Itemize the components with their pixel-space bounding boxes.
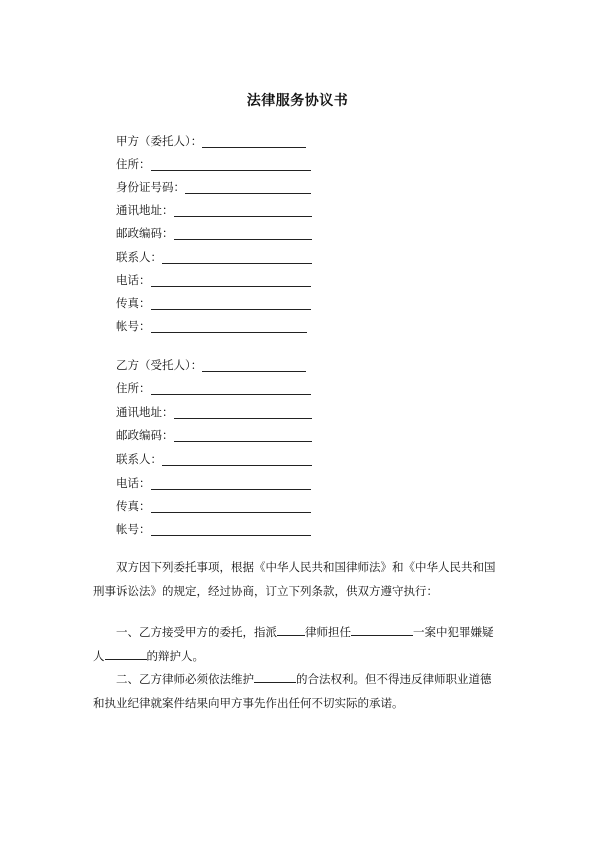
party-a-id-blank[interactable] bbox=[185, 181, 311, 194]
party-b-mailing-blank[interactable] bbox=[174, 406, 312, 419]
party-a-principal-label: 甲方（委托人）： bbox=[116, 134, 203, 148]
party-a-principal-blank[interactable] bbox=[202, 135, 306, 148]
party-a-account-field bbox=[116, 317, 307, 333]
party-a-account-blank[interactable] bbox=[151, 320, 307, 333]
party-b-contact-field bbox=[116, 450, 312, 466]
party-b-address-blank[interactable] bbox=[151, 382, 311, 395]
party-b-phone-blank[interactable] bbox=[151, 477, 311, 490]
party-b-agent-blank[interactable] bbox=[202, 359, 306, 372]
party-a-postcode-blank[interactable] bbox=[174, 227, 312, 240]
party-b-account-field bbox=[116, 520, 311, 536]
party-a-postcode-label: 邮政编码： bbox=[116, 226, 174, 240]
case-name-blank[interactable] bbox=[351, 623, 413, 636]
party-a-principal-field bbox=[116, 132, 306, 148]
clause-1-text-e: 的辩护人。 bbox=[146, 648, 204, 663]
party-a-address-field bbox=[116, 155, 311, 171]
rights-holder-blank[interactable] bbox=[254, 670, 296, 683]
party-b-account-label: 帐号： bbox=[116, 522, 151, 536]
party-a-mailing-blank[interactable] bbox=[174, 204, 312, 217]
party-b-agent-field bbox=[116, 356, 306, 372]
clause-1-text-c: 一案中犯罪嫌疑 bbox=[413, 625, 494, 639]
party-a-postcode-field bbox=[116, 224, 312, 240]
party-a-mailing-field bbox=[116, 201, 312, 217]
party-a-fax-blank[interactable] bbox=[151, 297, 311, 310]
party-a-phone-field bbox=[116, 271, 311, 287]
document-title: 法律服务协议书 bbox=[246, 93, 349, 109]
party-b-fax-blank[interactable] bbox=[151, 500, 311, 513]
party-a-contact-blank[interactable] bbox=[162, 251, 312, 264]
party-a-mailing-label: 通讯地址： bbox=[116, 203, 174, 217]
party-a-contact-field bbox=[116, 248, 312, 264]
party-a-address-label: 住所： bbox=[116, 157, 151, 171]
party-a-phone-label: 电话： bbox=[116, 273, 151, 287]
intro-line-1: 双方因下列委托事项，根据《中华人民共和国律师法》和《中华人民共和国 bbox=[116, 560, 496, 574]
clause-1-text-a: 一、乙方接受甲方的委托，指派 bbox=[116, 625, 277, 639]
party-b-mailing-field bbox=[116, 403, 312, 419]
clause-2-line-2: 和执业纪律就案件结果向甲方事先作出任何不切实际的承诺。 bbox=[93, 695, 404, 710]
party-b-account-blank[interactable] bbox=[151, 523, 311, 536]
party-a-address-blank[interactable] bbox=[151, 158, 311, 171]
party-b-agent-label: 乙方（受托人）： bbox=[116, 358, 203, 372]
party-b-address-label: 住所： bbox=[116, 381, 151, 395]
party-b-fax-label: 传真： bbox=[116, 499, 151, 513]
party-b-mailing-label: 通讯地址： bbox=[116, 405, 174, 419]
lawyer-name-blank[interactable] bbox=[277, 623, 305, 636]
party-a-account-label: 帐号： bbox=[116, 319, 151, 333]
party-a-contact-label: 联系人： bbox=[116, 250, 162, 264]
party-b-postcode-label: 邮政编码： bbox=[116, 428, 174, 442]
party-b-contact-label: 联系人： bbox=[116, 452, 162, 466]
clause-2-paragraph bbox=[93, 668, 513, 715]
party-b-phone-label: 电话： bbox=[116, 476, 151, 490]
party-b-fax-field bbox=[116, 497, 311, 513]
party-b-postcode-blank[interactable] bbox=[174, 429, 312, 442]
clause-2-line-1 bbox=[93, 668, 513, 692]
party-a-phone-blank[interactable] bbox=[151, 274, 311, 287]
clause-2-text-a: 二、乙方律师必须依法维护 bbox=[116, 672, 254, 686]
intro-paragraph bbox=[93, 556, 513, 603]
clause-2-text-b: 的合法权利。但不得违反律师职业道德 bbox=[296, 672, 492, 686]
party-b-phone-field bbox=[116, 474, 311, 490]
clause-1-paragraph bbox=[93, 621, 513, 668]
party-a-id-field bbox=[116, 178, 311, 194]
party-a-fax-label: 传真： bbox=[116, 296, 151, 310]
party-b-address-field bbox=[116, 379, 311, 395]
party-b-contact-blank[interactable] bbox=[162, 453, 312, 466]
clause-1-line-2 bbox=[93, 645, 513, 669]
suspect-name-blank[interactable] bbox=[105, 647, 147, 660]
party-b-postcode-field bbox=[116, 426, 312, 442]
intro-line-2: 刑事诉讼法》的规定，经过协商，订立下列条款，供双方遵守执行： bbox=[93, 583, 438, 598]
party-a-id-label: 身份证号码： bbox=[116, 180, 185, 194]
clause-1-text-d: 人 bbox=[93, 648, 105, 663]
clause-1-line-1 bbox=[93, 621, 513, 645]
party-a-fax-field bbox=[116, 294, 311, 310]
clause-1-text-b: 律师担任 bbox=[305, 625, 351, 639]
